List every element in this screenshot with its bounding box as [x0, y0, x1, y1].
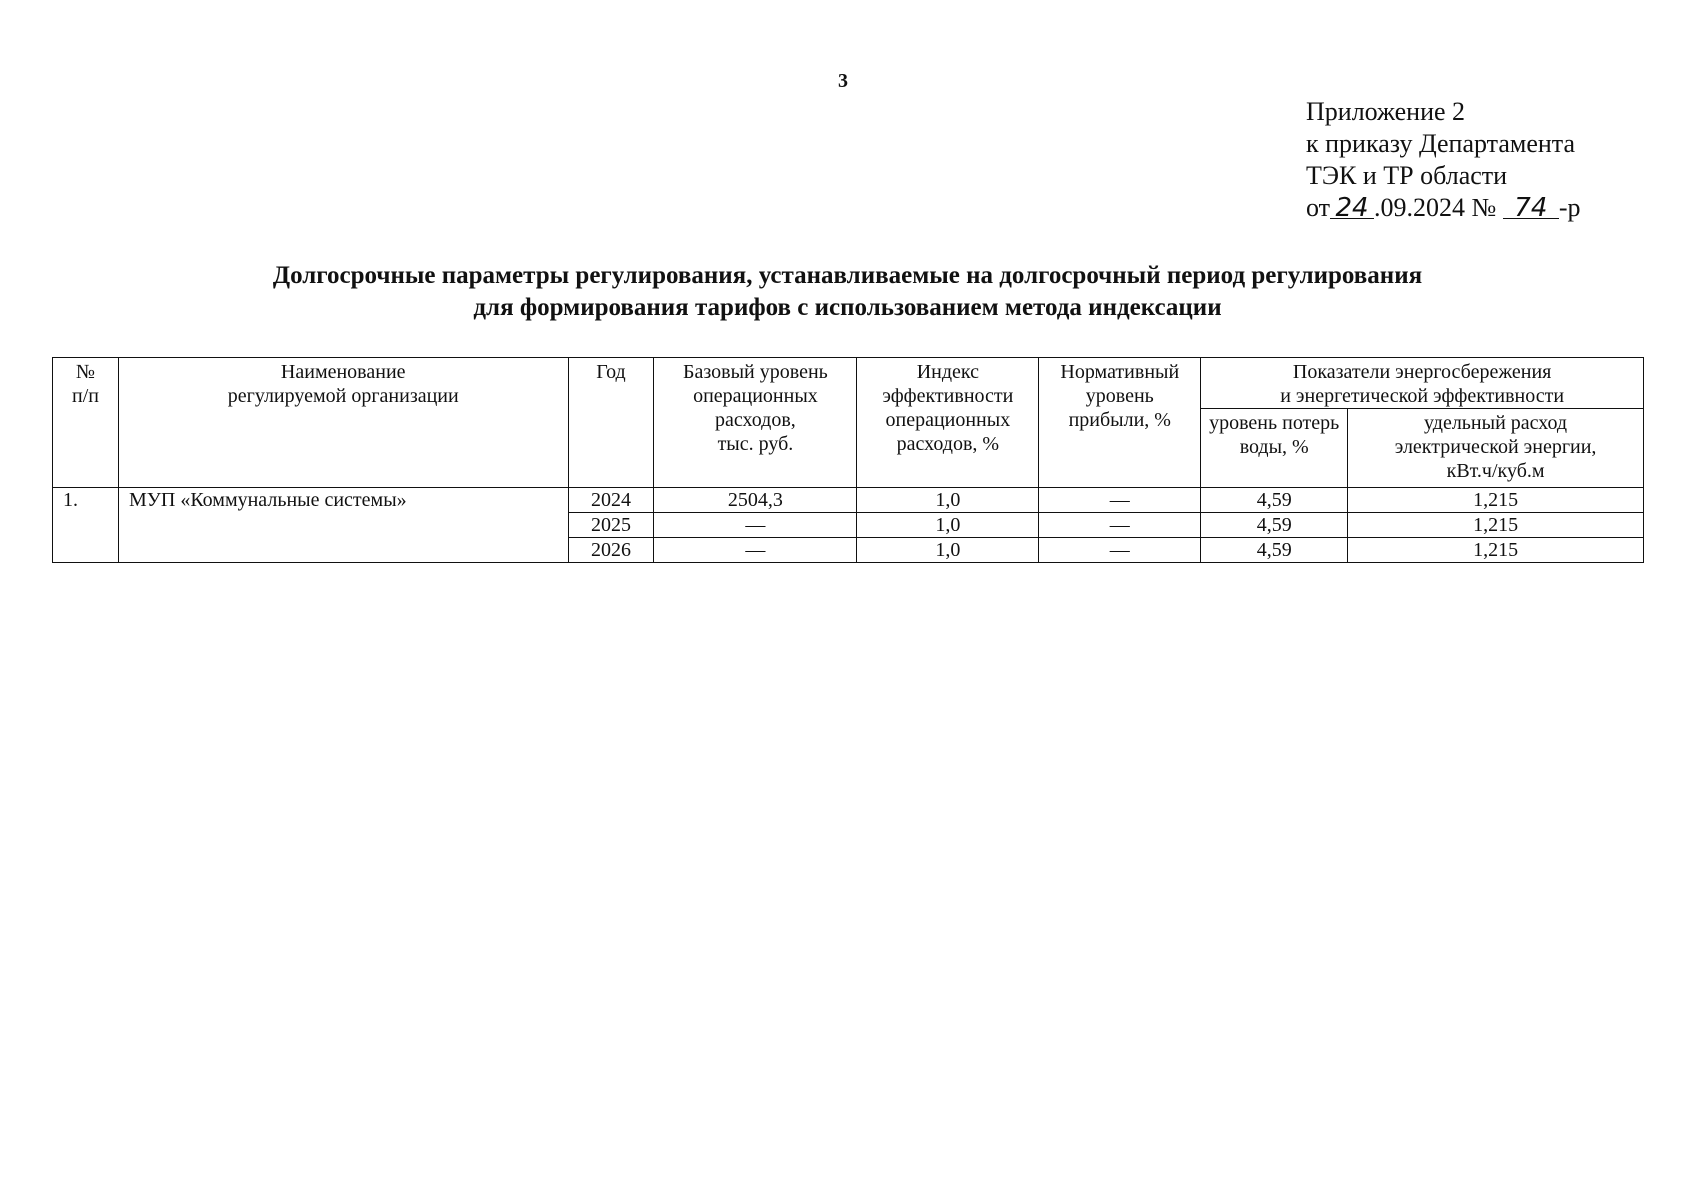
page-number: 3	[838, 70, 848, 92]
regulation-parameters-table	[52, 357, 1644, 563]
cell-year: 2024	[568, 488, 654, 513]
title-line-1: Долгосрочные параметры регулирования, устанавливаемые на долгосрочный период регулирования	[272, 262, 1423, 289]
header-electricity: удельный расход электрической энергии, кВт.ч/куб.м	[1348, 409, 1644, 488]
cell-electricity: 1,215	[1348, 538, 1644, 563]
header-efficiency-index: Индекс эффективности операционных расходов, %	[857, 358, 1039, 488]
document-title	[0, 260, 1695, 324]
cell-efficiency-index: 1,0	[857, 513, 1039, 538]
cell-electricity: 1,215	[1348, 513, 1644, 538]
handwritten-order-number: 74	[1503, 195, 1559, 221]
appendix-block	[1306, 96, 1581, 224]
cell-profit-level: —	[1039, 513, 1201, 538]
date-prefix: от	[1306, 193, 1331, 222]
header-profit-level: Нормативный уровень прибыли, %	[1039, 358, 1201, 488]
header-water-loss: уровень потерь воды, %	[1201, 409, 1348, 488]
header-base-level: Базовый уровень операционных расходов, тыс. руб.	[654, 358, 857, 488]
cell-base-level: —	[654, 538, 857, 563]
appendix-title: Приложение 2	[1306, 97, 1466, 126]
title-line-2: для формирования тарифов с использованием метода индексации	[473, 294, 1222, 321]
handwritten-day: 24	[1330, 195, 1374, 221]
header-year: Год	[568, 358, 654, 488]
header-energy-group: Показатели энергосбережения и энергетической эффективности	[1201, 358, 1644, 409]
table-row	[53, 488, 1644, 513]
date-rest: .09.2024 №	[1374, 193, 1497, 222]
order-suffix: -р	[1558, 193, 1581, 222]
cell-water-loss: 4,59	[1201, 538, 1348, 563]
cell-water-loss: 4,59	[1201, 488, 1348, 513]
cell-efficiency-index: 1,0	[857, 488, 1039, 513]
header-num: № п/п	[53, 358, 119, 488]
cell-base-level: —	[654, 513, 857, 538]
cell-base-level: 2504,3	[654, 488, 857, 513]
cell-efficiency-index: 1,0	[857, 538, 1039, 563]
header-organization: Наименование регулируемой организации	[118, 358, 568, 488]
organization-name: МУП «Коммунальные системы»	[118, 488, 568, 563]
cell-water-loss: 4,59	[1201, 513, 1348, 538]
row-number: 1.	[53, 488, 119, 563]
cell-year: 2025	[568, 513, 654, 538]
cell-profit-level: —	[1039, 538, 1201, 563]
appendix-department: ТЭК и ТР области	[1306, 161, 1508, 190]
cell-profit-level: —	[1039, 488, 1201, 513]
cell-year: 2026	[568, 538, 654, 563]
cell-electricity: 1,215	[1348, 488, 1644, 513]
appendix-order-ref: к приказу Департамента	[1306, 129, 1576, 158]
appendix-date-line	[1306, 192, 1581, 224]
